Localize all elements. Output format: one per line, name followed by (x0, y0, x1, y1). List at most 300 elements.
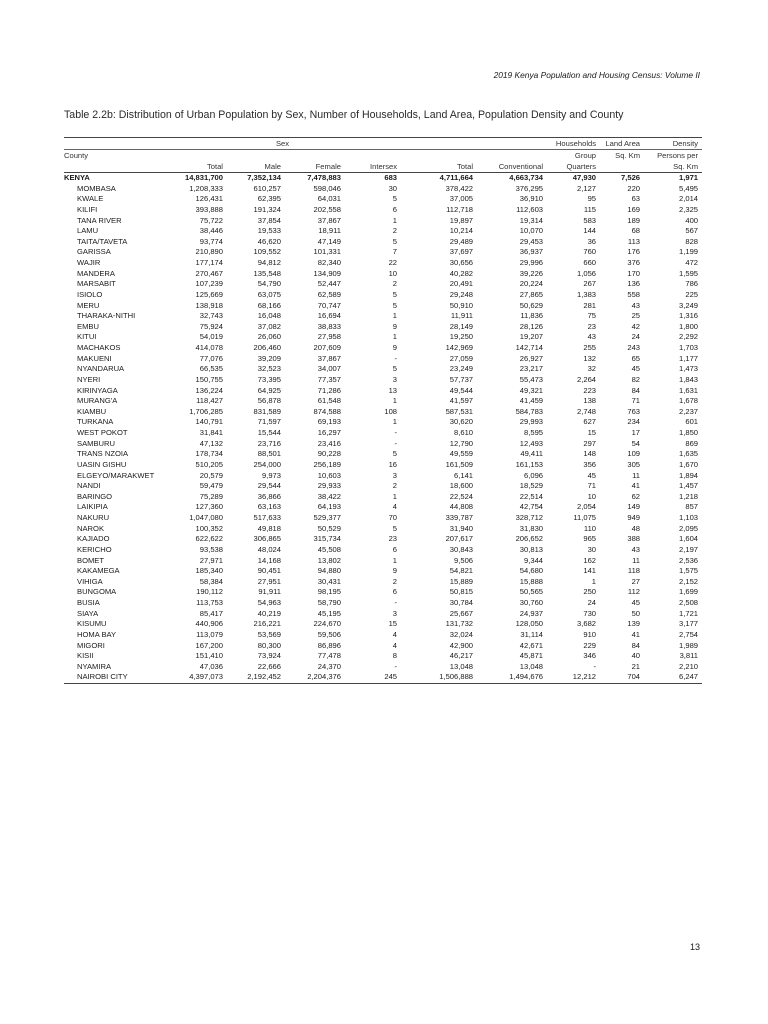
conventional-cell: 9,344 (524, 555, 544, 565)
households-total-cell: 12,790 (449, 438, 474, 448)
households-total-cell: 11,911 (450, 311, 474, 321)
female-cell: 18,911 (318, 226, 341, 236)
total-cell: 66,535 (199, 364, 223, 374)
conventional-cell: 23,217 (519, 364, 544, 374)
female-cell: 64,193 (317, 502, 341, 512)
intersex-cell: 13 (388, 385, 398, 395)
intersex-cell: 2 (392, 481, 398, 491)
intersex-cell: 3 (392, 374, 398, 384)
table-row (64, 672, 702, 683)
group-quarters-cell: 255 (583, 343, 597, 352)
households-total-cell: 18,600 (449, 481, 474, 491)
land-area-cell: 27 (631, 576, 641, 586)
total-cell: 100,352 (195, 523, 223, 533)
county-cell: SIAYA (77, 608, 99, 618)
table-row (64, 619, 702, 630)
households-total-cell: 131,732 (445, 619, 474, 629)
conventional-cell: 128,050 (515, 619, 544, 629)
group-quarters-cell: 583 (583, 215, 597, 225)
households-total-cell: 49,544 (449, 385, 474, 395)
density-cell: 3,249 (679, 300, 699, 310)
total-cell: 136,224 (195, 385, 223, 395)
group-quarters-cell: 71 (587, 481, 597, 491)
households-total-cell: 50,815 (449, 587, 474, 597)
county-cell: KENYA (64, 173, 90, 182)
land-area-cell: 24 (631, 332, 641, 342)
total-cell: 47,132 (199, 438, 223, 448)
male-cell: 15,544 (257, 428, 281, 437)
male-cell: 88,501 (257, 449, 281, 459)
households-total-cell: 13,048 (449, 661, 474, 671)
land-area-cell: 305 (627, 459, 641, 469)
table-row (64, 386, 702, 397)
conventional-cell: 18,529 (519, 481, 544, 491)
density-cell: 1,103 (679, 513, 699, 522)
county-cell: BOMET (77, 555, 105, 565)
intersex-cell: 4 (392, 640, 398, 650)
land-area-cell: 41 (631, 629, 641, 639)
group-quarters-cell: 95 (587, 194, 597, 204)
land-area-cell: 113 (627, 236, 641, 246)
female-cell: 98,195 (317, 587, 341, 597)
land-area-cell: 21 (631, 661, 641, 671)
group-quarters-cell: 32 (587, 364, 597, 374)
density-cell: 786 (685, 279, 699, 289)
group-quarters-header-2: Quarters (566, 162, 597, 171)
intersex-cell: 1 (392, 555, 398, 565)
density-cell: 2,237 (679, 406, 699, 416)
households-total-cell: 41,597 (449, 396, 474, 406)
density-cell: 1,850 (679, 428, 699, 437)
intersex-cell: 9 (392, 566, 398, 576)
county-cell: WAJIR (77, 258, 101, 267)
density-group-header: Density (672, 139, 699, 148)
male-cell: 91,911 (258, 587, 281, 597)
male-cell: 14,168 (257, 555, 281, 565)
density-cell: 1,316 (679, 311, 699, 321)
land-area-cell: 558 (627, 289, 641, 299)
intersex-cell: 30 (388, 183, 398, 193)
table-row (64, 534, 702, 545)
county-header: County (64, 151, 89, 160)
conventional-cell: 27,865 (519, 289, 544, 299)
male-cell: 71,597 (257, 417, 281, 427)
table-row (64, 609, 702, 620)
intersex-cell: 1 (392, 311, 398, 321)
conventional-cell: 20,224 (519, 279, 544, 289)
total-cell: 126,431 (195, 194, 223, 204)
group-quarters-cell: 148 (583, 449, 597, 459)
conventional-cell: 13,048 (519, 661, 544, 671)
conventional-cell: 4,663,734 (509, 173, 544, 182)
table-row (64, 247, 702, 258)
census-table (64, 137, 702, 684)
male-cell: 29,544 (257, 481, 281, 491)
group-quarters-cell: 110 (583, 523, 597, 533)
intersex-cell: 10 (388, 268, 398, 278)
intersex-cell: - (394, 661, 398, 671)
land-area-cell: 118 (627, 566, 641, 576)
density-cell: 1,635 (679, 449, 699, 459)
table-header (64, 138, 702, 173)
land-area-cell: 234 (627, 417, 641, 427)
female-cell: 90,228 (317, 449, 341, 459)
land-area-cell: 63 (631, 194, 641, 204)
county-cell: GARISSA (77, 247, 111, 257)
density-cell: 1,703 (679, 343, 699, 352)
male-cell: 831,589 (253, 406, 281, 416)
land-area-cell: 82 (631, 374, 641, 384)
total-cell: 27,971 (199, 555, 223, 565)
male-cell: 80,300 (257, 640, 281, 650)
intersex-cell: 5 (392, 289, 398, 299)
female-cell: 598,046 (313, 183, 341, 193)
intersex-cell: 6 (392, 544, 398, 554)
land-area-cell: 376 (627, 258, 641, 267)
male-cell: 517,633 (253, 513, 281, 522)
male-cell: 191,324 (253, 204, 281, 214)
county-cell: MAKUENI (77, 353, 112, 363)
households-total-cell: 46,217 (449, 651, 474, 661)
conventional-cell: 36,937 (519, 247, 544, 257)
table-row (64, 545, 702, 556)
land-area-cell: 42 (631, 321, 641, 331)
total-cell: 178,734 (195, 449, 223, 459)
total-cell: 1,706,285 (189, 406, 223, 416)
households-total-cell: 29,248 (449, 289, 474, 299)
households-total-cell: 378,422 (445, 183, 474, 193)
intersex-cell: 5 (392, 194, 398, 204)
households-total-cell: 20,491 (449, 279, 474, 289)
intersex-cell: 3 (392, 608, 398, 618)
conventional-cell: 50,565 (519, 587, 544, 597)
male-cell: 68,166 (257, 300, 281, 310)
group-quarters-cell: 2,127 (577, 183, 597, 193)
density-unit-header-2: Sq. Km (673, 162, 699, 171)
intersex-cell: 2 (392, 576, 398, 586)
female-cell: 202,558 (313, 204, 341, 214)
intersex-cell: 4 (392, 502, 398, 512)
male-cell: 216,221 (253, 619, 281, 629)
land-area-cell: 41 (631, 481, 641, 491)
male-cell: 64,925 (257, 385, 281, 395)
density-cell: 472 (685, 258, 699, 267)
total-cell: 125,669 (195, 289, 223, 299)
land-area-cell: 109 (627, 449, 641, 459)
county-cell: TAITA/TAVETA (77, 236, 128, 246)
density-cell: 1,473 (679, 364, 699, 374)
density-cell: 2,325 (679, 204, 699, 214)
female-cell: 34,007 (317, 364, 341, 374)
male-cell: 37,854 (257, 215, 281, 225)
female-cell: 134,909 (313, 268, 341, 278)
female-cell: 94,880 (317, 566, 341, 576)
female-cell: 529,377 (313, 513, 341, 522)
table-row (64, 662, 702, 673)
intersex-cell: 1 (392, 332, 398, 342)
land-area-cell: 388 (627, 534, 641, 544)
county-cell: EMBU (77, 321, 99, 331)
county-cell: KAJIADO (77, 534, 110, 544)
intersex-cell: 1 (392, 215, 398, 225)
male-cell: 19,533 (257, 226, 281, 236)
households-total-cell: 30,620 (449, 417, 474, 427)
land-area-cell: 949 (627, 513, 641, 522)
table-row (64, 641, 702, 652)
land-area-cell: 11 (632, 470, 641, 480)
female-cell: 10,603 (317, 470, 341, 480)
conventional-cell: 30,813 (519, 544, 544, 554)
table-row (64, 290, 702, 301)
county-cell: MACHAKOS (77, 343, 121, 352)
intersex-cell: 4 (392, 629, 398, 639)
conventional-cell: 49,411 (520, 449, 544, 459)
female-cell: 224,670 (313, 619, 341, 629)
density-cell: 2,014 (679, 194, 699, 204)
intersex-cell: 3 (392, 470, 398, 480)
intersex-cell: 5 (392, 364, 398, 374)
female-cell: 61,548 (317, 396, 341, 406)
density-cell: 1,699 (679, 587, 699, 597)
male-cell: 90,451 (257, 566, 281, 576)
intersex-cell: 15 (388, 619, 398, 629)
group-quarters-cell: 2,748 (577, 406, 597, 416)
density-cell: 225 (685, 289, 699, 299)
total-cell: 185,340 (195, 566, 223, 576)
male-cell: 16,048 (257, 311, 281, 321)
table-row (64, 269, 702, 280)
land-area-cell: 17 (631, 428, 641, 437)
households-total-cell: 23,249 (449, 364, 474, 374)
total-cell: 31,841 (199, 428, 223, 437)
female-cell: 16,297 (317, 428, 341, 437)
female-cell: 24,370 (317, 661, 341, 671)
group-quarters-cell: 2,054 (577, 502, 597, 512)
county-cell: LAIKIPIA (77, 502, 108, 512)
table-body (64, 173, 702, 684)
table-row (64, 492, 702, 503)
conventional-cell: 26,927 (519, 353, 544, 363)
male-cell: 109,552 (253, 247, 281, 257)
land-area-cell: 48 (631, 523, 641, 533)
households-total-cell: 22,524 (449, 491, 474, 501)
households-total-cell: 37,697 (449, 247, 474, 257)
male-cell: 254,000 (253, 459, 281, 469)
intersex-cell: 2 (392, 226, 398, 236)
total-cell: 138,918 (195, 300, 223, 310)
table-title: Table 2.2b: Distribution of Urban Population by Sex, Number of Households, Land Area, Population Density and County (64, 109, 624, 121)
male-cell: 306,865 (253, 534, 281, 544)
group-quarters-cell: 36 (587, 236, 597, 246)
land-area-cell: 40 (631, 651, 641, 661)
households-total-header: Total (456, 162, 474, 171)
density-cell: 2,197 (679, 544, 699, 554)
density-cell: 869 (685, 438, 699, 448)
land-area-cell: 7,526 (621, 173, 641, 182)
total-cell: 54,019 (199, 332, 223, 342)
total-cell: 14,831,700 (184, 173, 223, 182)
female-cell: 70,747 (317, 300, 341, 310)
intersex-cell: - (394, 598, 398, 607)
county-cell: KITUI (77, 332, 97, 342)
households-total-cell: 31,940 (449, 523, 474, 533)
intersex-cell: 683 (384, 173, 398, 182)
conventional-cell: 28,126 (519, 321, 544, 331)
households-total-cell: 4,711,664 (439, 173, 474, 182)
density-cell: 6,247 (679, 672, 699, 682)
county-cell: MERU (77, 300, 100, 310)
group-quarters-cell: 45 (587, 470, 597, 480)
group-quarters-header: Group (574, 151, 597, 160)
male-cell: 2,192,452 (247, 672, 281, 682)
county-cell: TRANS NZOIA (77, 449, 129, 459)
households-total-cell: 9,506 (454, 555, 474, 565)
land-area-cell: 25 (631, 311, 641, 321)
density-cell: 1,218 (679, 491, 699, 501)
total-cell: 93,774 (199, 236, 223, 246)
group-quarters-cell: 75 (587, 311, 597, 321)
county-cell: VIHIGA (77, 576, 103, 586)
group-quarters-cell: 250 (583, 587, 597, 597)
table-row (64, 396, 702, 407)
intersex-cell: 1 (392, 396, 398, 406)
intersex-cell: - (394, 353, 398, 363)
conventional-cell: 112,603 (516, 204, 544, 214)
county-cell: KILIFI (77, 204, 98, 214)
table-row (64, 577, 702, 588)
county-cell: KISII (77, 651, 94, 661)
group-quarters-cell: 23 (587, 321, 597, 331)
land-area-cell: 45 (631, 598, 641, 607)
county-cell: NAKURU (77, 513, 110, 522)
total-cell: 1,047,080 (189, 513, 223, 522)
conventional-cell: 31,114 (520, 629, 544, 639)
group-quarters-cell: 15 (587, 428, 597, 437)
conventional-cell: 8,595 (524, 428, 544, 437)
county-cell: ELGEYO/MARAKWET (77, 470, 155, 480)
female-cell: 29,933 (317, 481, 341, 491)
intersex-cell: 9 (392, 321, 398, 331)
table-row (64, 651, 702, 662)
total-cell: 47,036 (199, 661, 223, 671)
table-row (64, 364, 702, 375)
density-cell: 567 (685, 226, 699, 236)
total-cell: 167,200 (195, 640, 223, 650)
land-area-cell: 65 (631, 353, 641, 363)
male-cell: 26,060 (257, 332, 281, 342)
group-quarters-cell: 11,075 (573, 513, 597, 522)
land-area-cell: 84 (631, 385, 641, 395)
group-quarters-cell: 30 (587, 544, 597, 554)
total-cell: 393,888 (195, 204, 223, 214)
table-row (64, 354, 702, 365)
land-area-cell: 149 (627, 502, 641, 512)
male-cell: 62,395 (257, 194, 281, 204)
conventional-cell: 29,453 (519, 236, 544, 246)
female-cell: 52,447 (317, 279, 341, 289)
total-cell: 75,289 (199, 491, 223, 501)
conventional-cell: 30,760 (519, 598, 544, 607)
households-total-cell: 10,214 (449, 226, 474, 236)
land-area-cell: 170 (627, 268, 641, 278)
table-row (64, 194, 702, 205)
female-cell: 874,588 (313, 406, 341, 416)
table-row (64, 301, 702, 312)
table-row (64, 237, 702, 248)
county-cell: BUNGOMA (77, 587, 117, 597)
male-cell: 206,460 (253, 343, 281, 352)
group-quarters-cell: 3,682 (577, 619, 597, 629)
group-quarters-cell: 141 (583, 566, 597, 576)
female-cell: 23,416 (317, 438, 341, 448)
conventional-cell: 15,888 (519, 576, 544, 586)
female-cell: 47,149 (317, 236, 341, 246)
intersex-cell: 5 (392, 236, 398, 246)
conventional-cell: 24,937 (519, 608, 544, 618)
table-row (64, 524, 702, 535)
total-cell: 210,890 (195, 247, 223, 257)
land-area-cell: 176 (627, 247, 641, 257)
households-total-cell: 44,808 (449, 502, 474, 512)
households-total-cell: 42,900 (449, 640, 474, 650)
county-cell: SAMBURU (77, 438, 115, 448)
density-cell: 1,575 (679, 566, 699, 576)
table-row (64, 471, 702, 482)
total-cell: 118,427 (196, 396, 223, 406)
table-row (64, 332, 702, 343)
density-cell: 2,508 (679, 598, 699, 607)
land-area-cell: 68 (631, 226, 641, 236)
land-area-cell: 62 (631, 491, 641, 501)
female-cell: 315,734 (313, 534, 341, 544)
male-cell: 39,209 (257, 353, 281, 363)
group-quarters-cell: 281 (583, 300, 597, 310)
conventional-cell: 42,671 (519, 640, 544, 650)
total-cell: 150,755 (195, 374, 223, 384)
households-total-cell: 49,559 (449, 449, 474, 459)
households-total-cell: 30,784 (449, 598, 474, 607)
households-total-cell: 40,282 (449, 268, 474, 278)
land-area-cell: 763 (627, 406, 641, 416)
male-cell: 63,163 (257, 502, 281, 512)
households-total-cell: 339,787 (445, 513, 474, 522)
households-total-cell: 19,897 (449, 215, 474, 225)
intersex-cell: 5 (392, 523, 398, 533)
conventional-cell: 12,493 (519, 438, 544, 448)
county-cell: MANDERA (77, 268, 115, 278)
group-quarters-cell: 144 (583, 226, 597, 236)
table-row (64, 630, 702, 641)
male-cell: 73,924 (257, 651, 281, 661)
table-row (64, 205, 702, 216)
female-cell: 30,431 (317, 576, 341, 586)
group-quarters-cell: 229 (583, 640, 597, 650)
households-total-cell: 30,656 (449, 258, 474, 267)
households-total-cell: 161,509 (445, 459, 474, 469)
female-cell: 256,189 (313, 459, 341, 469)
conventional-cell: 42,754 (519, 502, 544, 512)
female-cell: 45,195 (317, 608, 341, 618)
density-cell: 3,811 (679, 651, 699, 661)
female-cell: 58,790 (317, 598, 341, 607)
group-quarters-cell: 12,212 (572, 672, 597, 682)
households-total-cell: 30,843 (449, 544, 474, 554)
density-cell: 2,210 (679, 661, 699, 671)
male-cell: 40,219 (257, 608, 281, 618)
conventional-cell: 29,993 (519, 417, 544, 427)
male-cell: 54,790 (257, 279, 281, 289)
conventional-cell: 376,295 (515, 183, 544, 193)
